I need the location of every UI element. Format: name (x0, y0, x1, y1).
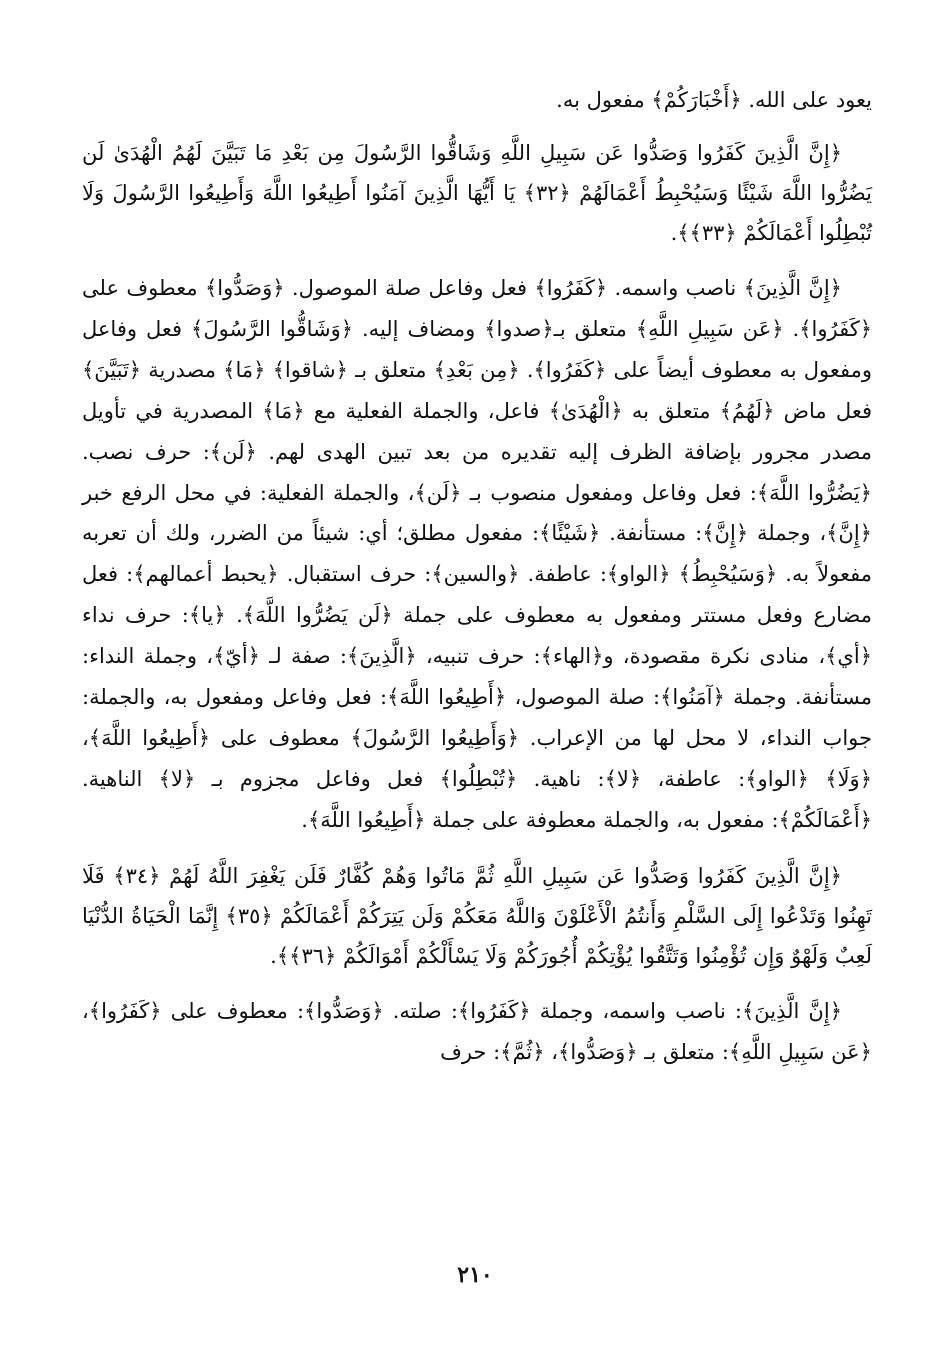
quran-verse-34-36: ﴿إِنَّ الَّذِينَ كَفَرُوا وَصَدُّوا عَن سَبِيلِ اللَّهِ ثُمَّ مَاتُوا وَهُمْ كُفَّارٌ فَلَن يَغْفِرَ اللَّهُ لَهُمْ ﴿٣٤﴾ فَلَا تَهِنُوا وَتَدْعُوا إِلَى السَّلْمِ وَأَنتُمُ الْأَعْلَوْنَ وَاللَّهُ مَعَكُمْ وَلَن يَتِرَكُمْ أَعْمَالَكُمْ ﴿٣٥﴾ إِنَّمَا الْحَيَاةُ الدُّنْيَا لَعِبٌ وَلَهْوٌ وَإِن تُؤْمِنُوا وَتَتَّقُوا يُؤْتِكُمْ أُجُورَكُمْ وَلَا يَسْأَلْكُمْ أَمْوَالَكُمْ ﴿٣٦﴾﴾. (82, 863, 872, 968)
paragraph-continuation: يعود على الله. ﴿أَخْبَارَكُمْ﴾ مفعول به. (556, 88, 872, 112)
quran-verse-32-33: ﴿إِنَّ الَّذِينَ كَفَرُوا وَصَدُّوا عَن سَبِيلِ اللَّهِ وَشَاقُّوا الرَّسُولَ مِن بَعْدِ مَا تَبَيَّنَ لَهُمُ الْهُدَىٰ لَن يَضُرُّوا اللَّهَ شَيْئًا وَسَيُحْبِطُ أَعْمَالَهُمْ ﴿٣٢﴾ يَا أَيُّهَا الَّذِينَ آمَنُوا أَطِيعُوا اللَّهَ وَأَطِيعُوا الرَّسُولَ وَلَا تُبْطِلُوا أَعْمَالَكُمْ ﴿٣٣﴾﴾. (82, 141, 872, 245)
grammar-analysis-32-33: ﴿إِنَّ الَّذِينَ﴾ ناصب واسمه. ﴿كَفَرُوا﴾ فعل وفاعل صلة الموصول. ﴿وَصَدُّوا﴾ معطوف على ﴿كَفَرُوا﴾. ﴿عَن سَبِيلِ اللَّهِ﴾ متعلق بـ﴿صدوا﴾ ومضاف إليه. ﴿وَشَاقُّوا الرَّسُولَ﴾ فعل وفاعل ومفعول به معطوف أيضاً على ﴿كَفَرُوا﴾. ﴿مِن بَعْدِ﴾ متعلق بـ ﴿شاقوا﴾ ﴿مَا﴾ مصدرية ﴿تَبَيَّنَ﴾ فعل ماض ﴿لَهُمُ﴾ متعلق به ﴿الْهُدَىٰ﴾ فاعل، والجملة الفعلية مع ﴿مَا﴾ المصدرية في تأويل مصدر مجرور بإضافة الظرف إليه تقديره من بعد تبين الهدى لهم. ﴿لَن﴾: حرف نصب. ﴿يَضُرُّوا اللَّهَ﴾: فعل وفاعل ومفعول منصوب بـ ﴿لَن﴾، والجملة الفعلية: في محل الرفع خبر ﴿إِنَّ﴾، وجملة ﴿إِنَّ﴾: مستأنفة. ﴿شَيْئًا﴾: مفعول مطلق؛ أي: شيئاً من الضرر، ولك أن تعربه مفعولاً به. ﴿وَسَيُحْبِطُ﴾ ﴿الواو﴾: عاطفة. ﴿والسين﴾: حرف استقبال. ﴿يحبط أعمالهم﴾: فعل مضارع وفعل مستتر ومفعول به معطوف على جملة ﴿لَن يَضُرُّوا اللَّهَ﴾. ﴿يا﴾: حرف نداء ﴿أي﴾، منادى نكرة مقصودة، و﴿الهاء﴾: حرف تنبيه، ﴿الَّذِينَ﴾: صفة لـ ﴿أيّ﴾، وجملة النداء: مستأنفة. وجملة ﴿آمَنُوا﴾: صلة الموصول، ﴿أَطِيعُوا اللَّهَ﴾: فعل وفاعل ومفعول به، والجملة: جواب النداء، لا محل لها من الإعراب. ﴿وَأَطِيعُوا الرَّسُولَ﴾ معطوف على ﴿أَطِيعُوا اللَّهَ﴾، ﴿وَلَا﴾ ﴿الواو﴾: عاطفة، ﴿لا﴾: ناهية. ﴿تُبْطِلُوا﴾ فعل وفاعل مجزوم بـ ﴿لا﴾ الناهية. ﴿أَعْمَالَكُمْ﴾: مفعول به، والجملة معطوفة على جملة ﴿أَطِيعُوا اللَّهَ﴾. (82, 276, 873, 832)
book-page (82, 80, 872, 1073)
page-number: ٢١٠ (457, 1262, 493, 1288)
grammar-analysis-34-36: ﴿إِنَّ الَّذِينَ﴾: ناصب واسمه، وجملة ﴿كَفَرُوا﴾: صلته. ﴿وَصَدُّوا﴾: معطوف على ﴿كَفَرُوا﴾، ﴿عَن سَبِيلِ اللَّهِ﴾: متعلق بـ ﴿وَصَدُّوا﴾، ﴿ثُمَّ﴾: حرف (82, 998, 872, 1064)
